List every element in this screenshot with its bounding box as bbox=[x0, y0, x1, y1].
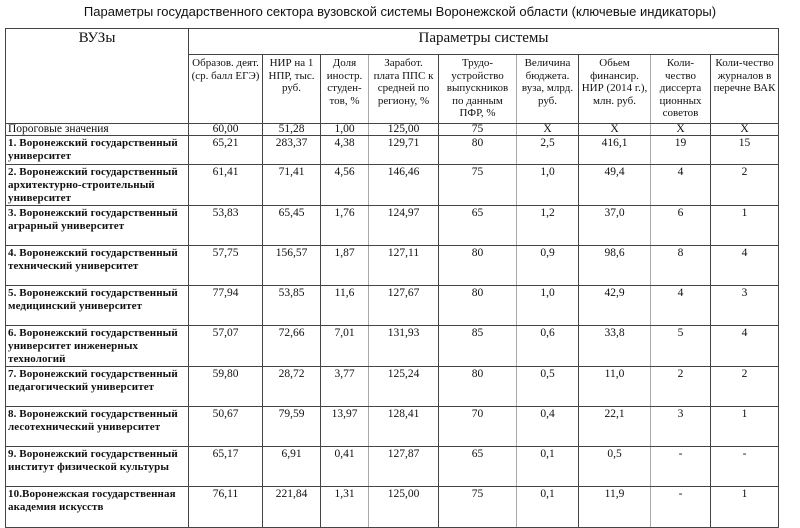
table-cell: 125,00 bbox=[369, 124, 439, 136]
row-label: Пороговые значения bbox=[6, 124, 189, 136]
table-cell: 127,67 bbox=[369, 286, 439, 326]
table-cell: 11,0 bbox=[579, 367, 651, 407]
table-cell: 125,00 bbox=[369, 487, 439, 528]
table-cell: 57,75 bbox=[189, 246, 263, 286]
table-cell: 128,41 bbox=[369, 407, 439, 447]
table-cell: 6 bbox=[651, 206, 711, 246]
table-cell: 1 bbox=[711, 487, 779, 528]
table-cell: 124,97 bbox=[369, 206, 439, 246]
table-cell: 221,84 bbox=[263, 487, 321, 528]
table-cell: 42,9 bbox=[579, 286, 651, 326]
table-cell: 2 bbox=[711, 165, 779, 206]
table-cell: 4,56 bbox=[321, 165, 369, 206]
table-cell: 22,1 bbox=[579, 407, 651, 447]
table-cell: 3 bbox=[651, 407, 711, 447]
table-row bbox=[6, 447, 779, 487]
column-header: Трудо-устройство выпускников по данным ПФР, % bbox=[439, 55, 517, 124]
table-cell: 0,1 bbox=[517, 487, 579, 528]
table-cell: 0,5 bbox=[579, 447, 651, 487]
table-cell: 65 bbox=[439, 447, 517, 487]
table-cell: Х bbox=[517, 124, 579, 136]
table-cell: 1 bbox=[711, 407, 779, 447]
table-row bbox=[6, 206, 779, 246]
table-cell: 13,97 bbox=[321, 407, 369, 447]
table-cell: 59,80 bbox=[189, 367, 263, 407]
table-cell: 156,57 bbox=[263, 246, 321, 286]
threshold-row bbox=[6, 124, 779, 136]
table-cell: 37,0 bbox=[579, 206, 651, 246]
table-cell: 49,4 bbox=[579, 165, 651, 206]
table-cell: 85 bbox=[439, 326, 517, 367]
table-cell: 72,66 bbox=[263, 326, 321, 367]
table-cell: 28,72 bbox=[263, 367, 321, 407]
table-cell: 1,0 bbox=[517, 286, 579, 326]
table-cell: 53,83 bbox=[189, 206, 263, 246]
table-cell: 0,6 bbox=[517, 326, 579, 367]
column-header: Величина бюджета. вуза, млрд. руб. bbox=[517, 55, 579, 124]
table-cell: 5 bbox=[651, 326, 711, 367]
table-cell: Х bbox=[651, 124, 711, 136]
table-row bbox=[6, 326, 779, 367]
table-cell: 127,11 bbox=[369, 246, 439, 286]
table-cell: 125,24 bbox=[369, 367, 439, 407]
table-cell: 1 bbox=[711, 206, 779, 246]
table-cell: 98,6 bbox=[579, 246, 651, 286]
table-cell: 11,6 bbox=[321, 286, 369, 326]
column-header: Обьем финансир. НИР (2014 г.), млн. руб. bbox=[579, 55, 651, 124]
table-cell: 80 bbox=[439, 136, 517, 165]
university-name: 5. Воронежский государственный медицинский университет bbox=[6, 286, 189, 326]
table-cell: 0,5 bbox=[517, 367, 579, 407]
university-name: 9. Воронежский государственный институт физической культуры bbox=[6, 447, 189, 487]
table-cell: 75 bbox=[439, 165, 517, 206]
column-header: Образов. деят. (ср. балл ЕГЭ) bbox=[189, 55, 263, 124]
table-cell: 71,41 bbox=[263, 165, 321, 206]
table-cell: 77,94 bbox=[189, 286, 263, 326]
table-row bbox=[6, 407, 779, 447]
table-cell: 4 bbox=[711, 246, 779, 286]
table-cell: 65,17 bbox=[189, 447, 263, 487]
university-name: 3. Воронежский государственный аграрный университет bbox=[6, 206, 189, 246]
table-cell: 57,07 bbox=[189, 326, 263, 367]
table-cell: 75 bbox=[439, 124, 517, 136]
table-cell: 4,38 bbox=[321, 136, 369, 165]
table-cell: 3,77 bbox=[321, 367, 369, 407]
university-name: 4. Воронежский государственный технический университет bbox=[6, 246, 189, 286]
table-cell: 79,59 bbox=[263, 407, 321, 447]
table-cell: 1,87 bbox=[321, 246, 369, 286]
table-cell: 4 bbox=[651, 165, 711, 206]
table-cell: 33,8 bbox=[579, 326, 651, 367]
table-cell: 80 bbox=[439, 367, 517, 407]
table-cell: - bbox=[711, 447, 779, 487]
table-cell: Х bbox=[579, 124, 651, 136]
table-cell: - bbox=[651, 487, 711, 528]
table-cell: 1,0 bbox=[517, 165, 579, 206]
table-cell: 0,9 bbox=[517, 246, 579, 286]
table-cell: 65,21 bbox=[189, 136, 263, 165]
header-parameters: Параметры системы bbox=[189, 29, 779, 55]
table-cell: 6,91 bbox=[263, 447, 321, 487]
table-cell: 11,9 bbox=[579, 487, 651, 528]
table-cell: Х bbox=[711, 124, 779, 136]
table-row bbox=[6, 246, 779, 286]
table-cell: 0,1 bbox=[517, 447, 579, 487]
table-cell: 51,28 bbox=[263, 124, 321, 136]
table-cell: 1,31 bbox=[321, 487, 369, 528]
university-name: 2. Воронежский государственный архитектурно-строительный университет bbox=[6, 165, 189, 206]
table-cell: 65,45 bbox=[263, 206, 321, 246]
page-title: Параметры государственного сектора вузовской системы Воронежской области (ключевые индикаторы) bbox=[83, 4, 717, 19]
table-cell: 80 bbox=[439, 246, 517, 286]
university-name: 1. Воронежский государственный университет bbox=[6, 136, 189, 165]
table-cell: 19 bbox=[651, 136, 711, 165]
table-cell: 65 bbox=[439, 206, 517, 246]
column-header: Коли-чество журналов в перечне ВАК bbox=[711, 55, 779, 124]
table-cell: 2 bbox=[651, 367, 711, 407]
table-cell: 416,1 bbox=[579, 136, 651, 165]
table-cell: 127,87 bbox=[369, 447, 439, 487]
indicators-table bbox=[5, 28, 779, 528]
table-cell: 60,00 bbox=[189, 124, 263, 136]
table-cell: 76,11 bbox=[189, 487, 263, 528]
table-row bbox=[6, 136, 779, 165]
table-cell: 7,01 bbox=[321, 326, 369, 367]
table-cell: 1,00 bbox=[321, 124, 369, 136]
table-cell: - bbox=[651, 447, 711, 487]
column-header: Заработ. плата ППС к средней по региону, % bbox=[369, 55, 439, 124]
table-cell: 146,46 bbox=[369, 165, 439, 206]
table-cell: 50,67 bbox=[189, 407, 263, 447]
table-row bbox=[6, 286, 779, 326]
university-name: 8. Воронежский государственный лесотехнический университет bbox=[6, 407, 189, 447]
table-cell: 80 bbox=[439, 286, 517, 326]
table-row bbox=[6, 367, 779, 407]
table-cell: 131,93 bbox=[369, 326, 439, 367]
table-row bbox=[6, 165, 779, 206]
table-cell: 75 bbox=[439, 487, 517, 528]
table-cell: 3 bbox=[711, 286, 779, 326]
table-cell: 0,41 bbox=[321, 447, 369, 487]
table-cell: 53,85 bbox=[263, 286, 321, 326]
university-name: 6. Воронежский государственный университет инженерных технологий bbox=[6, 326, 189, 367]
table-row bbox=[6, 487, 779, 528]
table-cell: 2 bbox=[711, 367, 779, 407]
table-cell: 61,41 bbox=[189, 165, 263, 206]
university-name: 10.Воронежская государственная академия искусств bbox=[6, 487, 189, 528]
table-cell: 1,2 bbox=[517, 206, 579, 246]
table-cell: 129,71 bbox=[369, 136, 439, 165]
table-cell: 8 bbox=[651, 246, 711, 286]
table-cell: 70 bbox=[439, 407, 517, 447]
table-cell: 283,37 bbox=[263, 136, 321, 165]
university-name: 7. Воронежский государственный педагогический университет bbox=[6, 367, 189, 407]
header-vuz: ВУЗы bbox=[6, 29, 189, 124]
table-cell: 4 bbox=[711, 326, 779, 367]
column-header: НИР на 1 НПР, тыс. руб. bbox=[263, 55, 321, 124]
column-header: Доля иностр. студен-тов, % bbox=[321, 55, 369, 124]
table-cell: 0,4 bbox=[517, 407, 579, 447]
table-cell: 4 bbox=[651, 286, 711, 326]
table-cell: 2,5 bbox=[517, 136, 579, 165]
table-cell: 15 bbox=[711, 136, 779, 165]
table-cell: 1,76 bbox=[321, 206, 369, 246]
column-header: Коли-чество диссерта ционных советов bbox=[651, 55, 711, 124]
